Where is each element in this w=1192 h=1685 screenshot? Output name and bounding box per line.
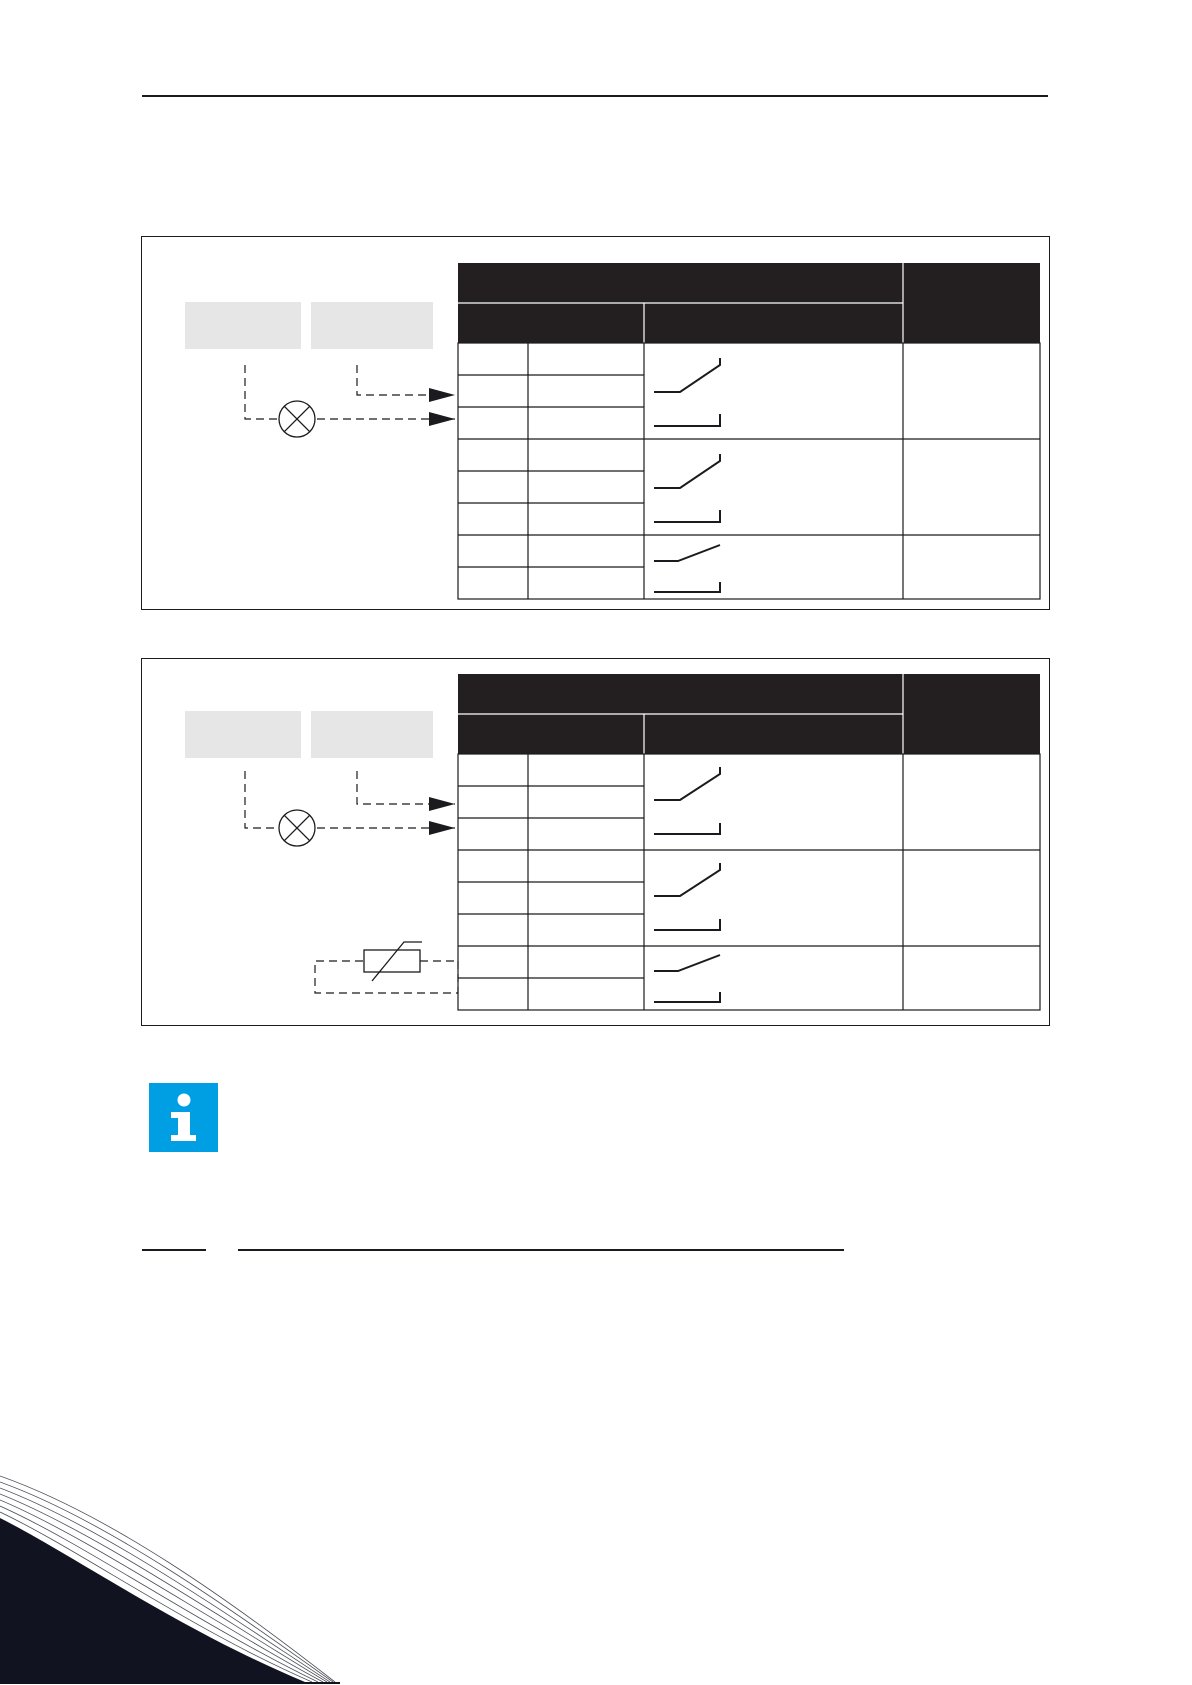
relay-wiring-figure-2 [141, 658, 1050, 1026]
relay-wiring-diagram-1 [142, 237, 1051, 611]
table-header-side [903, 674, 1040, 754]
table-header-main [458, 674, 903, 714]
changeover-contact-icon [654, 767, 720, 834]
corner-swoosh-decoration [0, 1470, 340, 1685]
changeover-contact-icon [654, 863, 720, 930]
header-rule [142, 95, 1048, 97]
label-box-right [311, 302, 433, 349]
changeover-contact-icon [654, 358, 720, 426]
footer-rule-short [142, 1249, 206, 1251]
info-icon [149, 1083, 218, 1152]
table-subheader-left [458, 303, 644, 343]
lamp-icon [279, 401, 315, 437]
signal-wire-dashed [245, 771, 458, 993]
label-box-left [185, 711, 301, 758]
lamp-icon [279, 810, 315, 846]
label-box-left [185, 302, 301, 349]
table-header-main [458, 263, 903, 303]
changeover-contact-icon [654, 454, 720, 522]
table-subheader-right [644, 714, 903, 754]
table-header-side [903, 263, 1040, 343]
label-box-right [311, 711, 433, 758]
normally-open-contact-icon [654, 545, 720, 592]
relay-wiring-diagram-2 [142, 659, 1051, 1027]
terminal-table-grid [458, 754, 1040, 1010]
thermistor-icon [364, 942, 422, 981]
signal-wire-dashed [245, 365, 455, 419]
table-subheader-right [644, 303, 903, 343]
footer-rule-long [238, 1249, 844, 1251]
relay-wiring-figure-1 [141, 236, 1050, 610]
table-subheader-left [458, 714, 644, 754]
normally-open-contact-icon [654, 955, 720, 1002]
terminal-table-grid [458, 343, 1040, 599]
